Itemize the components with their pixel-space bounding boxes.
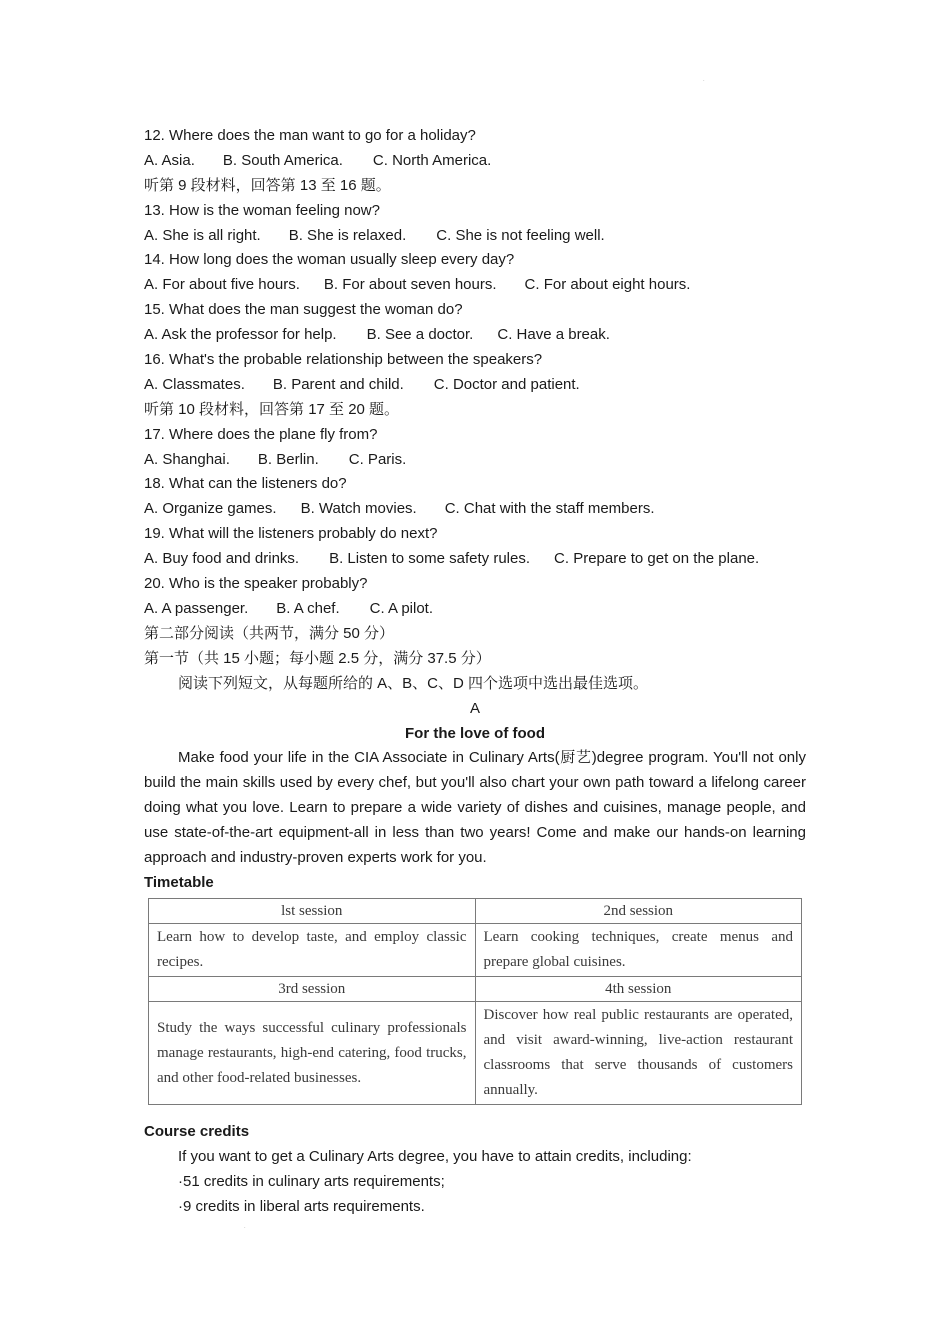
answer-option: A. Organize games. [144,500,277,518]
answer-option: B. Parent and child. [272,375,404,393]
question-text: 13. How is the woman feeling now? [144,201,380,219]
session-2-title: 2nd session [475,899,802,924]
answer-option: B. For about seven hours. [323,276,497,294]
answer-options [144,597,806,622]
answer-option: B. Berlin. [257,450,319,468]
answer-options [144,149,806,174]
question-text: 19. What will the listeners probably do next? [144,525,438,543]
answer-option: C. Chat with the staff members. [444,500,655,518]
question-text: 16. What's the probable relationship between the speakers? [144,351,543,369]
answer-option: C. Have a break. [497,326,610,344]
answer-options [144,373,806,398]
part-two-title: 第二部分阅读（共两节，满分 50 分） [144,625,395,642]
session-2-text: Learn cooking techniques, create menus and prepare global cuisines. [475,924,802,977]
answer-option: C. Paris. [348,450,407,468]
answer-options [144,224,806,249]
session-3-text: Study the ways successful culinary professionals manage restaurants, high-end catering, food trucks, and other food-related businesses. [149,1002,476,1105]
answer-option: B. Watch movies. [300,500,417,518]
header-mark: · [703,78,705,84]
question-text: 17. Where does the plane fly from? [144,425,378,443]
credits-heading: Course credits [144,1123,250,1140]
timetable [148,898,802,1105]
session-4-text: Discover how real public restaurants are operated, and visit award-winning, live-action restaurant classrooms that serve thousands of customers annually. [475,1002,802,1105]
timetable-heading: Timetable [144,873,214,891]
question-text: 15. What does the man suggest the woman do? [144,301,463,319]
answer-option: A. Classmates. [144,375,245,393]
question-text: 18. What can the listeners do? [144,475,347,493]
course-credits [144,1120,806,1220]
answer-option: A. A passenger. [144,599,249,617]
session-4-title: 4th session [475,977,802,1002]
section-one-title: 第一节（共 15 小题；每小题 2.5 分，满分 37.5 分） [144,649,491,667]
answer-option: C. A pilot. [369,599,434,617]
session-1-title: lst session [149,899,476,924]
answer-option: C. For about eight hours. [524,276,691,294]
session-3-title: 3rd session [149,977,476,1002]
answer-options [144,323,806,348]
answer-option: A. Buy food and drinks. [144,550,300,568]
listening-questions [144,124,806,622]
session-1-text: Learn how to develop taste, and employ classic recipes. [149,924,476,977]
answer-option: B. See a doctor. [366,326,474,344]
answer-option: B. She is relaxed. [288,226,407,244]
answer-option: C. North America. [372,151,492,169]
credit-item: ·51 credits in culinary arts requirements; [178,1172,445,1190]
footer-mark: · [244,1225,246,1231]
question-text: 20. Who is the speaker probably? [144,575,368,593]
answer-option: C. Doctor and patient. [433,375,580,393]
question-text: 12. Where does the man want to go for a holiday? [144,127,476,144]
answer-options [144,273,806,298]
answer-options [144,497,806,522]
section-note: 听第 10 段材料，回答第 17 至 20 题。 [144,400,400,418]
passage-label: A [469,699,480,717]
answer-option: C. She is not feeling well. [436,226,605,244]
credits-intro: If you want to get a Culinary Arts degree, you have to attain credits, including: [178,1147,692,1165]
answer-option: A. For about five hours. [144,276,300,294]
passage-title: For the love of food [405,724,545,742]
passage-paragraph: Make food your life in the CIA Associate in Culinary Arts(厨艺)degree program. You'll not only build the main skills used by every chef, but you'll also chart your own path toward a lifelong career doing what you love. Learn to prepare a wide variety of dishes and cuisines, manage people, and use state-of-the-art equipment-all in less than two years! Come and make our hands-on learning approach and industry-proven experts work for you. [144,749,806,867]
answer-options [144,547,806,572]
question-text: 14. How long does the woman usually sleep every day? [144,251,515,269]
answer-option: A. Ask the professor for help. [144,326,337,344]
answer-option: A. She is all right. [144,226,261,244]
answer-options [144,448,806,473]
answer-option: B. South America. [222,151,343,169]
credit-item: ·9 credits in liberal arts requirements. [178,1197,425,1215]
answer-option: A. Asia. [144,151,195,169]
answer-option: C. Prepare to get on the plane. [554,550,760,568]
answer-option: B. Listen to some safety rules. [329,550,531,568]
answer-option: B. A chef. [276,599,340,617]
reading-instruction: 阅读下列短文，从每题所给的 A、B、C、D 四个选项中选出最佳选项。 [178,674,649,692]
reading-section [144,622,806,896]
answer-option: A. Shanghai. [144,450,230,468]
section-note: 听第 9 段材料，回答第 13 至 16 题。 [144,176,391,194]
